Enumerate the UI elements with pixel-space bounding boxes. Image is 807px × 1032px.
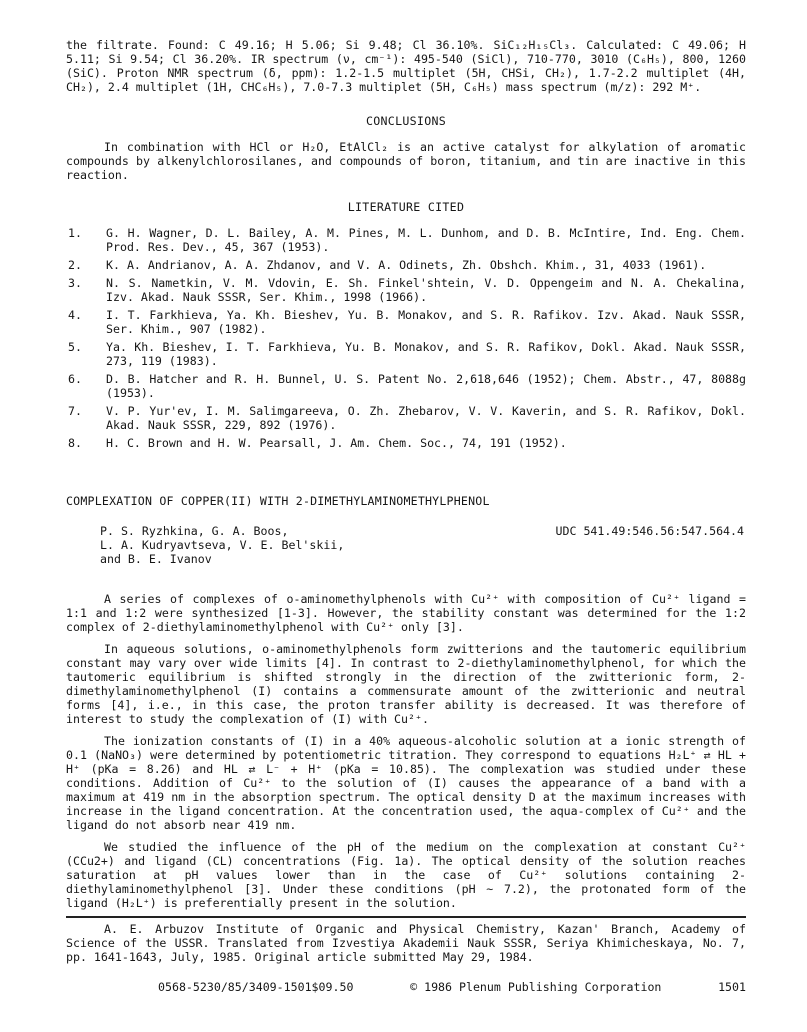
reference-item bbox=[66, 436, 746, 450]
reference-text: D. B. Hatcher and R. H. Bunnel, U. S. Patent No. 2,618,646 (1952); Chem. Abstr., 47, 8088g (1953). bbox=[106, 372, 746, 400]
author-line: L. A. Kudryavtseva, V. E. Bel'skii, bbox=[100, 538, 345, 552]
reference-number: 3. bbox=[68, 276, 82, 290]
page-content bbox=[66, 38, 746, 994]
author-line: and B. E. Ivanov bbox=[100, 552, 212, 566]
page-footer bbox=[158, 980, 746, 994]
reference-item bbox=[66, 226, 746, 254]
reference-number: 2. bbox=[68, 258, 82, 272]
reference-text: H. C. Brown and H. W. Pearsall, J. Am. Chem. Soc., 74, 191 (1952). bbox=[106, 436, 567, 450]
reference-text: I. T. Farkhieva, Ya. Kh. Bieshev, Yu. B. Monakov, and S. R. Rafikov. Izv. Akad. Nauk SSSR, Ser. Khim., 907 (1982). bbox=[106, 308, 746, 336]
reference-text: G. H. Wagner, D. L. Bailey, A. M. Pines, M. L. Dunhom, and D. B. McIntire, Ind. Eng. Chem. Prod. Res. Dev., 45, 367 (1953). bbox=[106, 226, 746, 254]
reference-text: K. A. Andrianov, A. A. Zhdanov, and V. A. Odinets, Zh. Obshch. Khim., 31, 4033 (1961). bbox=[106, 258, 707, 272]
intro-paragraph: the filtrate. Found: C 49.16; H 5.06; Si 9.48; Cl 36.10%. SiC₁₂H₁₅Cl₃. Calculated: C 49.06; H 5.11; Si 9.54; Cl 36.20%. IR spectrum (ν, cm⁻¹): 495-540 (SiCl), 710-770, 3010 (C₆H₅), 800, 1260 (SiC). Proton NMR spectrum (δ, ppm): 1.2-1.5 multiplet (5H, CHSi, CH₂), 1.7-2.2 multiplet (4H, CH₂), 2.4 multiplet (1H, CHC₆H₅), 7.0-7.3 multiplet (5H, C₆H₅) mass spectrum (m/z): 292 M⁺. bbox=[66, 38, 746, 94]
reference-list bbox=[66, 226, 746, 450]
conclusions-text: In combination with HCl or H₂O, EtAlCl₂ is an active catalyst for alkylation of aromatic compounds by alkenylchlorosilanes, and compounds of boron, titanium, and tin are inactive in this reaction. bbox=[66, 140, 746, 182]
literature-heading: LITERATURE CITED bbox=[347, 200, 465, 214]
reference-item bbox=[66, 372, 746, 400]
reference-number: 4. bbox=[68, 308, 82, 322]
page-number: 1501 bbox=[718, 980, 746, 994]
reference-text: N. S. Nametkin, V. M. Vdovin, E. Sh. Finkel'shtein, V. D. Oppengeim and N. A. Chekalina, Izv. Akad. Nauk SSSR, Ser. Khim., 1998 (1966). bbox=[106, 276, 746, 304]
reference-number: 7. bbox=[68, 404, 82, 418]
reference-item bbox=[66, 308, 746, 336]
reference-item bbox=[66, 258, 746, 272]
reference-item bbox=[66, 404, 746, 432]
udc-code: UDC 541.49:546.56:547.564.4 bbox=[555, 524, 744, 538]
author-block bbox=[66, 524, 746, 566]
body-paragraph: In aqueous solutions, o-aminomethylphenols form zwitterions and the tautomeric equilibrium constant may vary over wide limits [4]. In contrast to 2-diethylaminomethylphenol, for which the tautomeric equilibrium is shifted strongly in the direction of the zwitterionic form, 2-dimethylaminomethylphenol (I) contains a commensurate amount of the zwitterionic and neutral forms [4], i.e., in this case, the proton transfer ability is decreased. It was therefore of interest to study the complexation of (I) with Cu²⁺. bbox=[66, 642, 746, 726]
article-title: COMPLEXATION OF COPPER(II) WITH 2-DIMETHYLAMINOMETHYLPHENOL bbox=[66, 494, 490, 508]
reference-number: 1. bbox=[68, 226, 82, 240]
reference-text: Ya. Kh. Bieshev, I. T. Farkhieva, Yu. B. Monakov, and S. R. Rafikov, Dokl. Akad. Nauk SSSR, 273, 119 (1983). bbox=[106, 340, 746, 368]
reference-item bbox=[66, 340, 746, 368]
body-paragraph: A series of complexes of o-aminomethylphenols with Cu²⁺ with composition of Cu²⁺ ligand = 1:1 and 1:2 were synthesized [1-3]. However, the stability constant was determined for the 1:2 complex of 2-diethylaminomethylphenol with Cu²⁺ only [3]. bbox=[66, 592, 746, 634]
reference-text: V. P. Yur'ev, I. M. Salimgareeva, O. Zh. Zhebarov, V. V. Kaverin, and S. R. Rafikov, Dokl. Akad. Nauk SSSR, 229, 892 (1976). bbox=[106, 404, 746, 432]
author-line: P. S. Ryzhkina, G. A. Boos, bbox=[100, 524, 289, 538]
reference-item bbox=[66, 276, 746, 304]
reference-number: 8. bbox=[68, 436, 82, 450]
conclusions-heading: CONCLUSIONS bbox=[365, 114, 447, 128]
copyright: © 1986 Plenum Publishing Corporation bbox=[410, 980, 662, 994]
reference-number: 6. bbox=[68, 372, 82, 386]
code-line: 0568-5230/85/3409-1501$09.50 bbox=[158, 980, 354, 994]
reference-number: 5. bbox=[68, 340, 82, 354]
footnote: A. E. Arbuzov Institute of Organic and Physical Chemistry, Kazan' Branch, Academy of Science of the USSR. Translated from Izvestiya Akademii Nauk SSSR, Seriya Khimicheskaya, No. 7, pp. 1641-1643, July, 1985. Original article submitted May 29, 1984. bbox=[66, 922, 746, 964]
body-paragraph: We studied the influence of the pH of the medium on the complexation at constant Cu²⁺ (CCu2+) and ligand (CL) concentrations (Fig. 1a). The optical density of the solution reaches saturation at pH values lower than in the case of Cu²⁺ solutions containing 2-diethylaminomethylphenol [3]. Under these conditions (pH ∼ 7.2), the protonated form of the ligand (H₂L⁺) is preferentially present in the solution. bbox=[66, 840, 746, 910]
body-paragraph: The ionization constants of (I) in a 40% aqueous-alcoholic solution at a ionic strength of 0.1 (NaNO₃) were determined by potentiometric titration. They correspond to equations H₂L⁺ ⇄ HL + H⁺ (pKa = 8.26) and HL ⇄ L⁻ + H⁺ (pKa = 10.85). The complexation was studied under these conditions. Addition of Cu²⁺ to the solution of (I) causes the appearance of a band with a maximum at 419 nm in the absorption spectrum. The optical density D at the maximum increases with increase in the ligand concentration. At the concentration used, the aqua-complex of Cu²⁺ and the ligand do not absorb near 419 nm. bbox=[66, 734, 746, 832]
